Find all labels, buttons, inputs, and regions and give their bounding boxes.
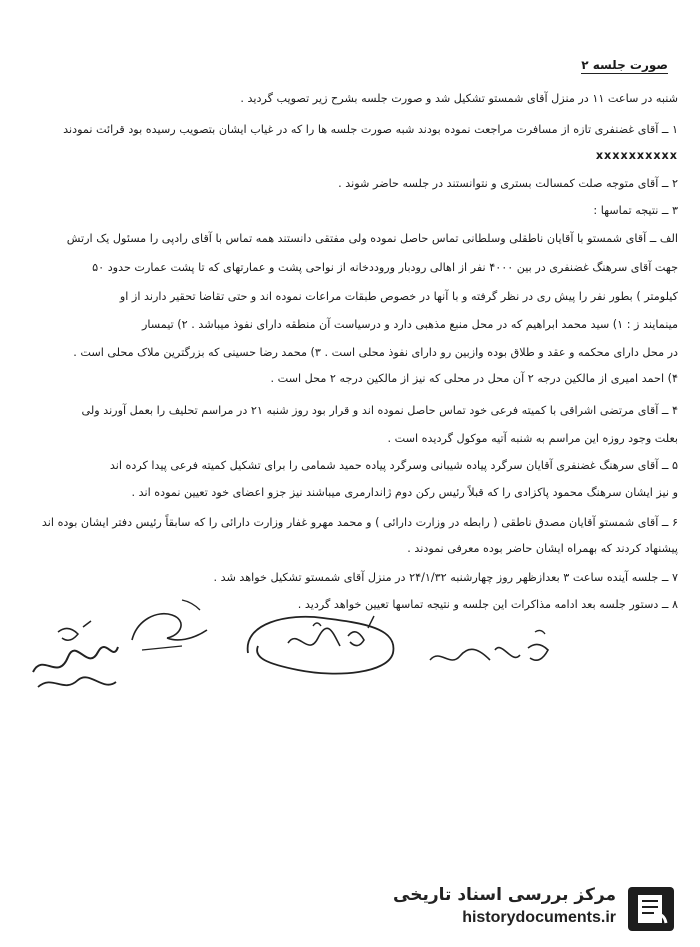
text-line-6: جهت آقای سرهنگ غضنفری در بین ۴۰۰۰ نفر از اهالی رودبار وروددخانه از نواحی پشت و عمارتهای که تا پشت عمارت حدود ۵۰ bbox=[92, 261, 678, 274]
text-line-8: مینمایند ز : ۱) سید محمد ابراهیم که در محل منبع مذهبی دارد و درسیاست آن منطقه دارای نفوذ میباشد . ۲) تیمسار bbox=[141, 318, 678, 331]
watermark bbox=[382, 883, 682, 935]
text-line-17: ۷ ــ جلسه آینده ساعت ۳ بعدازظهر روز چهارشنبه ۲۴/۱/۳۲ در منزل آقای شمستو تشکیل خواهد شد . bbox=[213, 571, 678, 584]
text-line-9: در محل دارای محکمه و عقد و طلاق بوده وازبین رو دارای نفوذ محلی است . ۳) محمد رضا حسینی که بزرگترین ملاک محلی است . bbox=[73, 346, 678, 359]
text-line-7: کیلومتر ) بطور نفر را پیش ری در نظر گرفته و با آنها در خصوص طبقات مراعات نموده اند و حتی تقاضا تحقیر دارند از او bbox=[119, 290, 678, 303]
signature-3 bbox=[112, 590, 222, 660]
text-line-14: و نیز ایشان سرهنگ محمود پاکزادی را که قبلاً رئیس رکن دوم ژاندارمری میباشند نیز جزو اعضای خود تعیین نموده اند . bbox=[131, 486, 678, 499]
text-line-11: ۴ ــ آقای مرتضی اشراقی با کمیته فرعی خود تماس حاصل نموده اند و قرار بود روز شنبه ۲۱ در مراسم تحلیف را بعمل آورند ولی bbox=[81, 404, 678, 417]
text-line-15: ۶ ــ آقای شمستو آقایان مصدق ناطقی ( رابطه در وزارت دارائی ) و محمد مهرو غفار وزارت دارائی را که سابقاً رئیس دفتر ایشان بوده اند bbox=[41, 516, 678, 529]
page-title: صورت جلسه ۲ bbox=[581, 58, 668, 72]
text-line-10: ۴) احمد امیری از مالکین درجه ۲ آن محل در محلی که نیز از مالکین درجه ۲ محل است . bbox=[270, 372, 678, 385]
text-line-13: ۵ ــ آقای سرهنگ غضنفری آقایان سرگرد پیاده شیبانی وسرگرد پیاده حمید شمامی را برای تشکیل کمیته فرعی پیدا کرده اند bbox=[109, 459, 678, 472]
signature-1 bbox=[420, 620, 560, 675]
signature-4 bbox=[18, 612, 128, 712]
text-line-2: ۱ ــ آقای غضنفری تازه از مسافرت مراجعت نموده بودند شبه صورت جلسه ها را که در غیاب ایشان بتصویب رسیده بود قرائت نمودند bbox=[63, 123, 678, 136]
signature-2 bbox=[228, 598, 418, 688]
watermark-title: مرکز بررسی اسناد تاریخی bbox=[393, 885, 616, 905]
text-line-18: ۸ ــ دستور جلسه بعد ادامه مذاکرات این جلسه و نتیجه تماسها تعیین خواهد گردید . bbox=[297, 598, 678, 611]
archive-logo-icon bbox=[626, 885, 676, 937]
text-line-4: ۳ ــ نتیجه تماسها : bbox=[593, 204, 678, 217]
text-line-16: پیشنهاد کردند که بهمراه ایشان حاضر بوده معرفی نمودند . bbox=[407, 542, 678, 555]
watermark-url: historydocuments.ir bbox=[462, 909, 616, 926]
text-line-12: بعلت وجود روزه این مراسم به شنبه آتیه موکول گردیده است . bbox=[387, 432, 678, 445]
text-line-1: شنبه در ساعت ۱۱ در منزل آقای شمستو تشکیل شد و صورت جلسه بشرح زیر تصویب گردید . bbox=[240, 92, 678, 105]
text-line-3: ۲ ــ آقای متوجه صلت کمسالت بستری و نتوانستند در جلسه حاضر شوند . bbox=[338, 177, 678, 190]
text-line-redacted: xxxxxxxxxx bbox=[595, 149, 678, 162]
text-line-5: الف ــ آقای شمستو با آقایان ناطقلی وسلطانی تماس حاصل نموده ولی مفتقی دانستند همه تماس با آقای رادپی را مسئول یک ارتش bbox=[66, 232, 678, 245]
